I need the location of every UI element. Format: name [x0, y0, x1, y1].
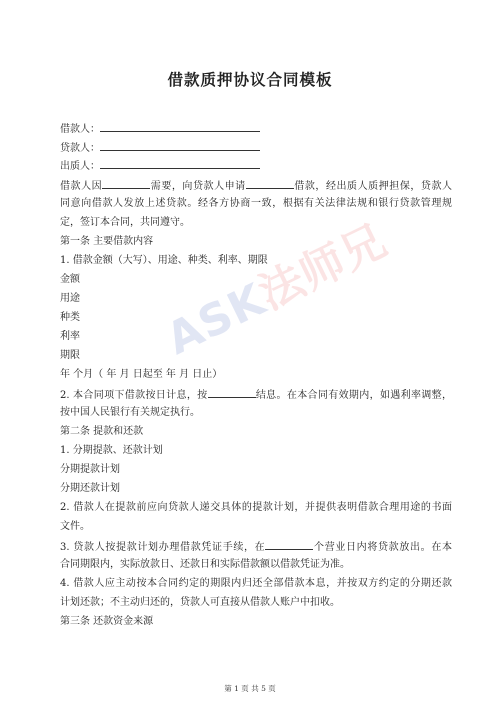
article-3-heading: 第三条 还款资金来源 — [60, 616, 154, 627]
article-2-item-3-line-2: 合同期限内，实际放款日、还款日和实际借款额以借款凭证为准。 — [60, 559, 350, 570]
type-label: 种类 — [60, 312, 80, 323]
draw-plan-label: 分期提款计划 — [60, 464, 120, 475]
loan-amount-blank — [246, 178, 294, 189]
article-1-item-2-line-2: 按中国人民银行有关规定执行。 — [60, 407, 200, 418]
repay-plan-label: 分期还款计划 — [60, 483, 120, 494]
article-2-item-4-line-2: 计划还款；不主动归还的，贷款人可直接从借款人账户中扣收。 — [60, 597, 340, 608]
article-2-item-1: 1. 分期提款、还款计划 — [60, 445, 163, 456]
borrower-label: 借款人： — [60, 124, 100, 135]
article-1-heading: 第一条 主要借款内容 — [60, 236, 154, 247]
business-days-blank — [265, 539, 313, 550]
article-2-item-2-line-1: 2. 借款人在提款前应向贷款人递交具体的提款计划，并提供表明借款合理用途的书面 — [60, 502, 452, 513]
purpose-blank — [102, 178, 150, 189]
use-label: 用途 — [60, 293, 80, 304]
article-2-item-3-line-1: 3. 贷款人按提款计划办理借款凭证手续，在 个营业日内将贷款放出。在本 — [60, 539, 452, 555]
watermark-part-2: 法师兄 — [251, 214, 395, 320]
lender-label: 贷款人： — [60, 143, 100, 154]
term-period: 年 个月（ 年 月 日起至 年 月 日止） — [60, 369, 223, 380]
document-title: 借款质押协议合同模板 — [167, 71, 333, 89]
lender-field — [60, 140, 452, 156]
pledgor-field — [60, 158, 452, 174]
article-1-item-1: 1. 借款金额（大写）、用途、种类、利率、期限 — [60, 255, 268, 266]
intro-line-2: 同意向借款人发放上述贷款。经各方协商一致，根据有关法律法规和银行贷款管理规 — [60, 198, 452, 209]
intro-line-3: 定，签订本合同，共同遵守。 — [60, 217, 190, 228]
borrower-field — [60, 121, 452, 137]
intro-line-1: 借款人因 需要，向贷款人申请 借款，经出质人质押担保，贷款人 — [60, 178, 452, 194]
borrower-blank — [100, 121, 260, 132]
interest-settlement-blank — [208, 387, 256, 398]
pledgor-label: 出质人： — [60, 161, 100, 172]
amount-label: 金额 — [60, 274, 80, 285]
article-2-heading: 第二条 提款和还款 — [60, 426, 144, 437]
article-2-item-4-line-1: 4. 借款人应主动按本合同约定的期限内归还全部借款本息，并按双方约定的分期还款 — [60, 578, 452, 589]
article-1-item-2-line-1: 2. 本合同项下借款按日计息，按 结息。在本合同有效期内，如遇利率调整， — [60, 387, 452, 403]
watermark-part-1: ASK — [158, 274, 274, 365]
rate-label: 利率 — [60, 331, 80, 342]
page-footer: 第 1 页 共 5 页 — [224, 684, 276, 693]
term-label: 期限 — [60, 350, 80, 361]
article-2-item-2-line-2: 文件。 — [60, 521, 90, 532]
lender-blank — [100, 140, 260, 151]
pledgor-blank — [100, 158, 260, 169]
